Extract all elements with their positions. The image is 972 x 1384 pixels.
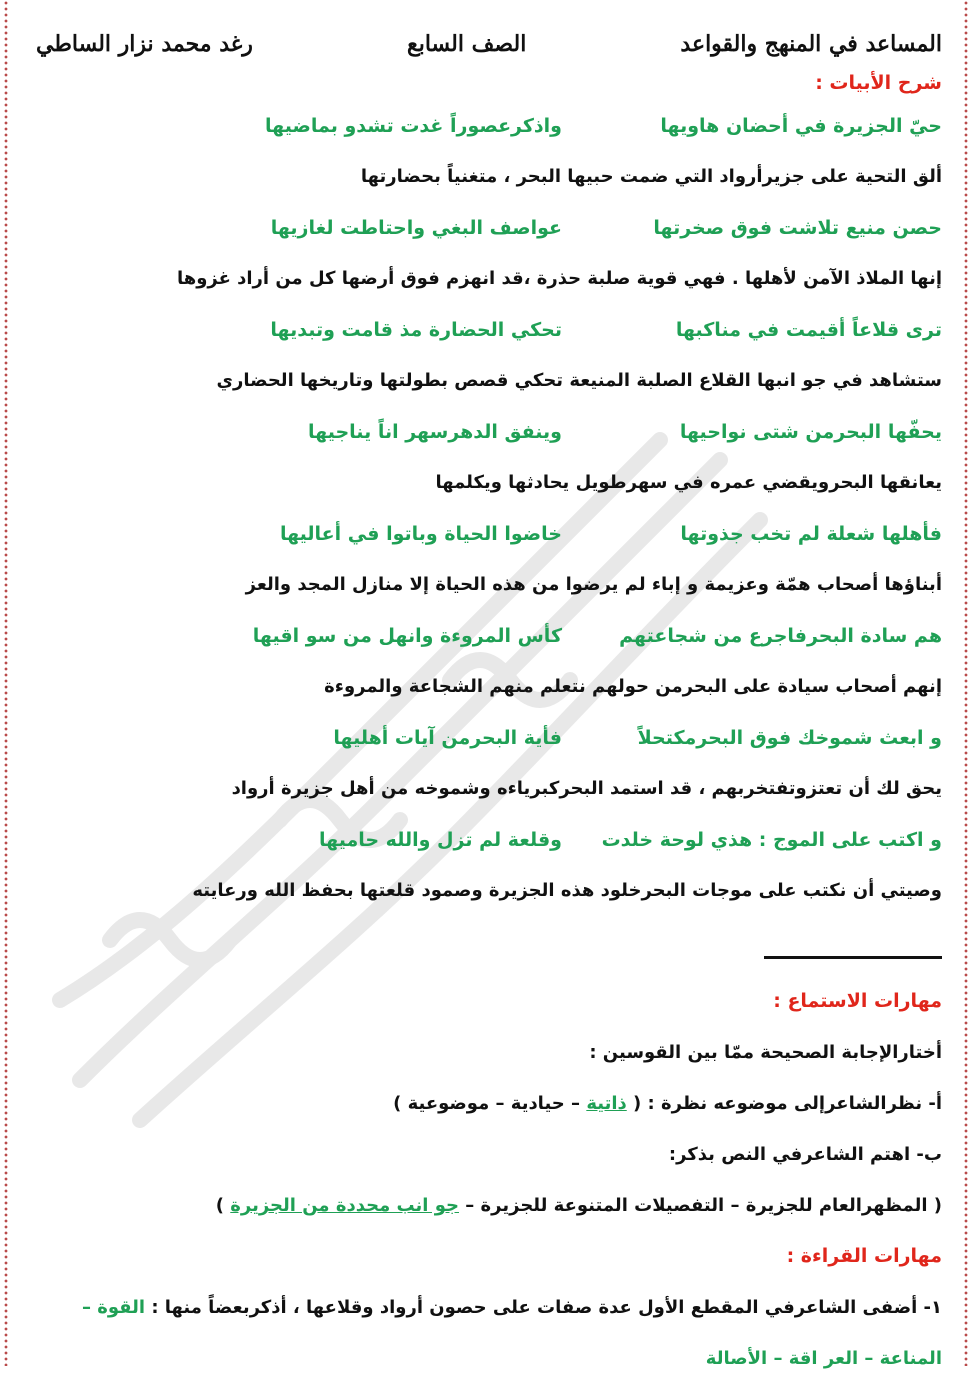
verse-block-7 [26, 712, 942, 814]
verse-line [26, 202, 942, 254]
verse-block-2 [26, 202, 942, 304]
verse-explanation: يعانقها البحرويقضي عمره في سهرطويل يحادثها ويكلمها [435, 472, 942, 493]
reading-question-1-answer: القوة – [81, 1297, 146, 1318]
verse-explanation: ستشاهد في جو انبها القلاع الصلبة المنيعة تحكي قصص بطولتها وتاريخها الحضاري [216, 370, 942, 391]
verse-line [26, 610, 942, 662]
verse-second-half: تحكي الحضارة مذ قامت وتبديها [270, 319, 562, 341]
verse-first-half: حصن منيع تلاشت فوق صخرتها [653, 217, 942, 239]
verse-line [26, 814, 942, 866]
verse-first-half: هم سادة البحرفاجرع من شجاعتهم [619, 625, 942, 647]
verse-block-4 [26, 406, 942, 508]
page-header [26, 22, 942, 66]
section-explanation-title: شرح الأبيات : [815, 72, 942, 94]
verse-block-8 [26, 814, 942, 916]
verse-explanation: وصيتي أن نكتب على موجات البحرخلود هذه الجزيرة وصمود قلعتها بحفظ الله ورعايته [192, 880, 942, 901]
verse-explanation: ألق التحية على جزيرأرواد التي ضمت حبيها البحر ، متغنياً بحضارتها [360, 166, 942, 187]
verse-first-half: و اكتب على الموج : هذي لوحة خلدت [601, 829, 942, 851]
reading-question-1-text: ١- أضفى الشاعرفي المقطع الأول عدة صفات على حصون أرواد وقلاعها ، أذكربعضاً منها : [151, 1297, 942, 1318]
verse-first-half: يحفّها البحرمن شتى نواحيها [679, 421, 942, 443]
document-page [26, 22, 942, 1369]
question-b-prefix: ( المظهرالعام للجزيرة – التفصيلات المتنوعة للجزيرة – [465, 1195, 942, 1216]
question-b: ب- اهتم الشاعرفي النص بذكر: [668, 1144, 942, 1165]
verse-explanation: إنها الملاذ الآمن لأهلها . فهي قوية صلبة حذرة ،قد انهزم فوق أرضها كل من أراد غزوها [176, 268, 942, 289]
question-b-close: ) [215, 1195, 224, 1216]
verse-explanation: يحق لك أن تعتزوتفتخربهم ، قد استمد البحركبرياءه وشموخه من أهل جزيرة أرواد [231, 778, 942, 799]
verse-first-half: فأهلها شعلة لم تخب جذوتها [680, 523, 942, 545]
question-a [26, 1078, 942, 1129]
verse-first-half: و ابعث شموخك فوق البحرمكتحلاً [637, 727, 942, 749]
verse-line [26, 712, 942, 764]
section-divider [26, 916, 942, 976]
verse-first-half: ترى قلاعاً أقيمت في مناكبها [675, 319, 942, 341]
verse-block-3 [26, 304, 942, 406]
verse-second-half: خاضوا الحياة وباتوا في أعاليها [279, 523, 562, 545]
reading-skills-title: مهارات القراءة : [786, 1245, 942, 1267]
verse-second-half: واذكرعصوراً غدت تشدو بماضيها [265, 115, 562, 137]
verse-first-half: حيّ الجزيرة في أحضان هاويها [660, 115, 942, 137]
listening-instruction: أختارالإجابة الصحيحة ممّا بين القوسين : [589, 1042, 942, 1063]
reading-question-1-answer-continued: المناعة – العر اقة – الأصالة [705, 1348, 942, 1369]
question-a-prefix: أ- نظرالشاعرإلى موضوعه نظرة : ( [633, 1093, 942, 1114]
verse-block-1 [26, 100, 942, 202]
question-b-answer: جو انب محددة من الجزيرة [230, 1195, 459, 1216]
verse-block-5 [26, 508, 942, 610]
listening-skills-title: مهارات الاستماع : [773, 990, 942, 1012]
verse-block-6 [26, 610, 942, 712]
verse-explanation: إنهم أصحاب سيادة على البحرمن حولهم نتعلم منهم الشجاعة والمروءة [324, 676, 942, 697]
verse-line [26, 508, 942, 560]
verse-line [26, 304, 942, 356]
verse-line [26, 100, 942, 152]
grade-label: الصف السابع [407, 31, 527, 57]
decorative-border-left [3, 0, 9, 1366]
verse-second-half: وينفق الدهرسهر اناً يناجيها [308, 421, 562, 443]
author-name: رغد محمد نزار الساطي [36, 31, 253, 57]
verse-second-half: فأية البحرمن آيات أهليها [333, 727, 562, 749]
question-a-options: – حيادية – موضوعية ) [393, 1093, 581, 1114]
subject-title: المساعد في المنهج والقواعد [680, 31, 942, 57]
question-b-options [26, 1180, 942, 1231]
verse-explanation: أبناؤها أصحاب همّة وعزيمة و إباء لم يرضوا من هذه الحياة إلا منازل المجد والعز [245, 574, 942, 595]
question-a-answer: ذاتية [586, 1093, 627, 1114]
decorative-border-right [963, 0, 969, 1366]
verse-second-half: وقلعة لم تزل والله حاميها [319, 829, 562, 851]
verse-line [26, 406, 942, 458]
reading-question-1 [26, 1282, 942, 1333]
verse-second-half: عواصف البغي واحتاطت لغازيها [270, 217, 562, 239]
verse-second-half: كأس المروءة وانهل من سو اقيها [252, 625, 562, 647]
